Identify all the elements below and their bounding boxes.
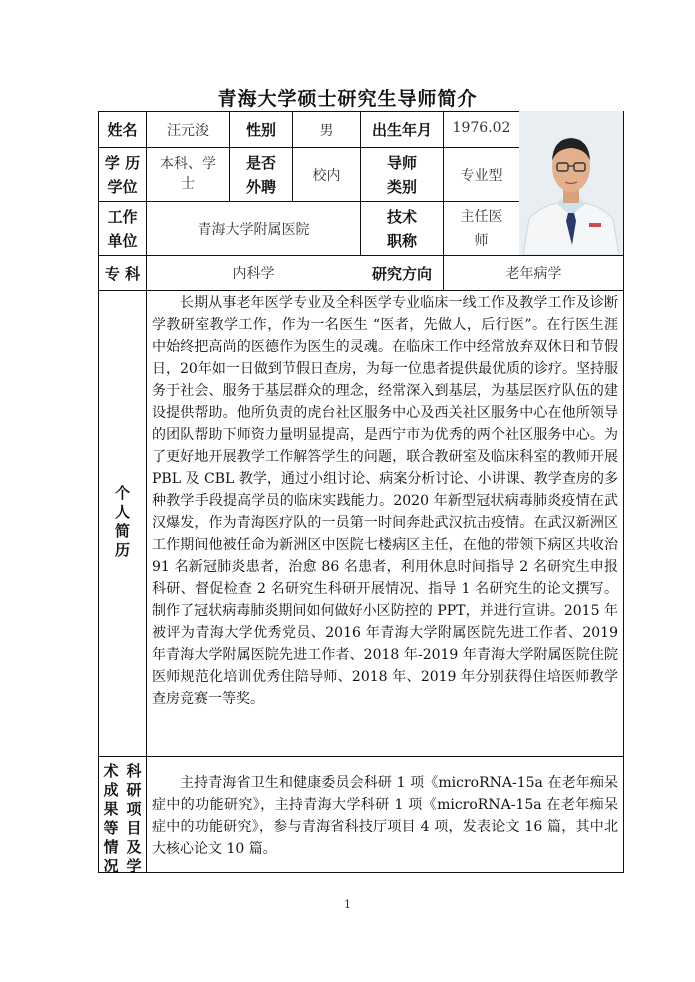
label-gender: 性别	[245, 121, 276, 139]
label-education-line1: 学 历	[104, 153, 141, 172]
value-education-line1: 本科、学	[160, 156, 216, 172]
value-tech-title	[444, 202, 519, 255]
label-birth: 出生年月	[371, 121, 432, 139]
achievements-text: 主持青海省卫生和健康委员会科研 1 项《microRNA-15a 在老年痴呆症中的功能研究》，主持青海大学科研 1 项《microRNA-15a 在老年痴呆症中的功能研究》，参与青海省科技厅项目 4 项，发表论文 16 篇，其中北大核心论文 10 篇。	[152, 775, 618, 857]
label-education-line2: 学位	[107, 177, 138, 196]
label-name: 姓名	[107, 121, 138, 139]
label-resume-text: 个人简历	[114, 484, 130, 559]
label-tech-title-line2: 职称	[386, 231, 417, 250]
label-supervisor-type-line1: 导师	[386, 153, 417, 172]
label-supervisor-type-line2: 类别	[386, 177, 417, 196]
value-birth: 1976.02	[452, 120, 511, 136]
label-major: 专 科	[104, 264, 141, 283]
portrait-photo	[519, 111, 623, 255]
value-supervisor-type: 专业型	[460, 167, 503, 184]
page-title: 青海大学硕士研究生导师简介	[217, 88, 478, 110]
label-education	[99, 148, 146, 201]
label-external-line2: 外聘	[245, 177, 276, 196]
value-major: 内科学	[232, 266, 275, 282]
page-number: 1	[344, 898, 351, 911]
label-external-line1: 是否	[245, 153, 276, 172]
value-name: 汪元浚	[167, 123, 209, 139]
portrait-image	[519, 111, 623, 255]
value-tech-title-line1: 主任医	[460, 208, 503, 225]
label-work-unit-line2: 单位	[107, 231, 138, 250]
label-resume	[99, 484, 146, 560]
value-education	[147, 148, 229, 201]
label-work-unit-line1: 工作	[107, 207, 138, 226]
value-external: 校内	[312, 167, 341, 184]
label-achievements-col2: 术成果等情况	[103, 762, 119, 875]
value-tech-title-line2: 师	[474, 232, 489, 249]
label-research: 研究方向	[371, 264, 432, 283]
label-achievements	[99, 762, 146, 875]
label-work-unit	[99, 202, 146, 255]
resume-text: 长期从事老年医学专业及全科医学专业临床一线工作及教学工作及诊断学教研室教学工作，作为一名医生 “医者，先做人，后行医”。在行医生涯中始终把高尚的医德作为医生的灵魂。在临床工作中经常放弃双休日和节假日，20年如一日做到节假日查房，为每一位患者提供最优质的诊疗。坚持服务于社会、服务于基层群众的理念，经常深入到基层，为基层医疗队伍的建设提供帮助。他所负责的虎台社区服务中心及西关社区服务中心在他所领导的团队帮助下师资力量明显提高，是西宁市为优秀的两个社区服务中心。为了更好地开展教学工作解答学生的问题，联合教研室及临床科室的教师开展 PBL 及 CBL 教学，通过小组讨论、病案分析讨论、小讲课、教学查房的多种教学手段提高学员的临床实践能力。2020 年新型冠状病毒肺炎疫情在武汉爆发，作为青海医疗队的一员第一时间奔赴武汉抗击疫情。在武汉新洲区工作期间他被任命为新洲区中医院七楼病区主任，在他的带领下病区共收治 91 名新冠肺炎患者，治愈 86 名患者，利用休息时间指导 2 名研究生申报科研、督促检查 2 名研究生科研开展情况、指导 1 名研究生的论文撰写。制作了冠状病毒肺炎期间如何做好小区防控的 PPT，并进行宣讲。2015 年被评为青海大学优秀党员、2016 年青海大学附属医院先进工作者、2019 年青海大学附属医院先进工作者、2018 年-2019 年青海大学附属医院住院医师规范化培训优秀住陪导师、2018 年、2019 年分别获得住培医师教学查房竞赛一等奖。	[152, 295, 618, 707]
label-supervisor-type	[361, 148, 443, 201]
value-gender: 男	[319, 123, 334, 139]
label-achievements-col1: 科研项目及学	[126, 762, 142, 875]
label-tech-title	[361, 202, 443, 255]
label-external	[230, 148, 292, 201]
label-tech-title-line1: 技术	[386, 207, 417, 226]
value-work-unit: 青海大学附属医院	[197, 221, 310, 238]
value-education-line2: 士	[181, 176, 195, 192]
value-research: 老年病学	[505, 266, 562, 282]
